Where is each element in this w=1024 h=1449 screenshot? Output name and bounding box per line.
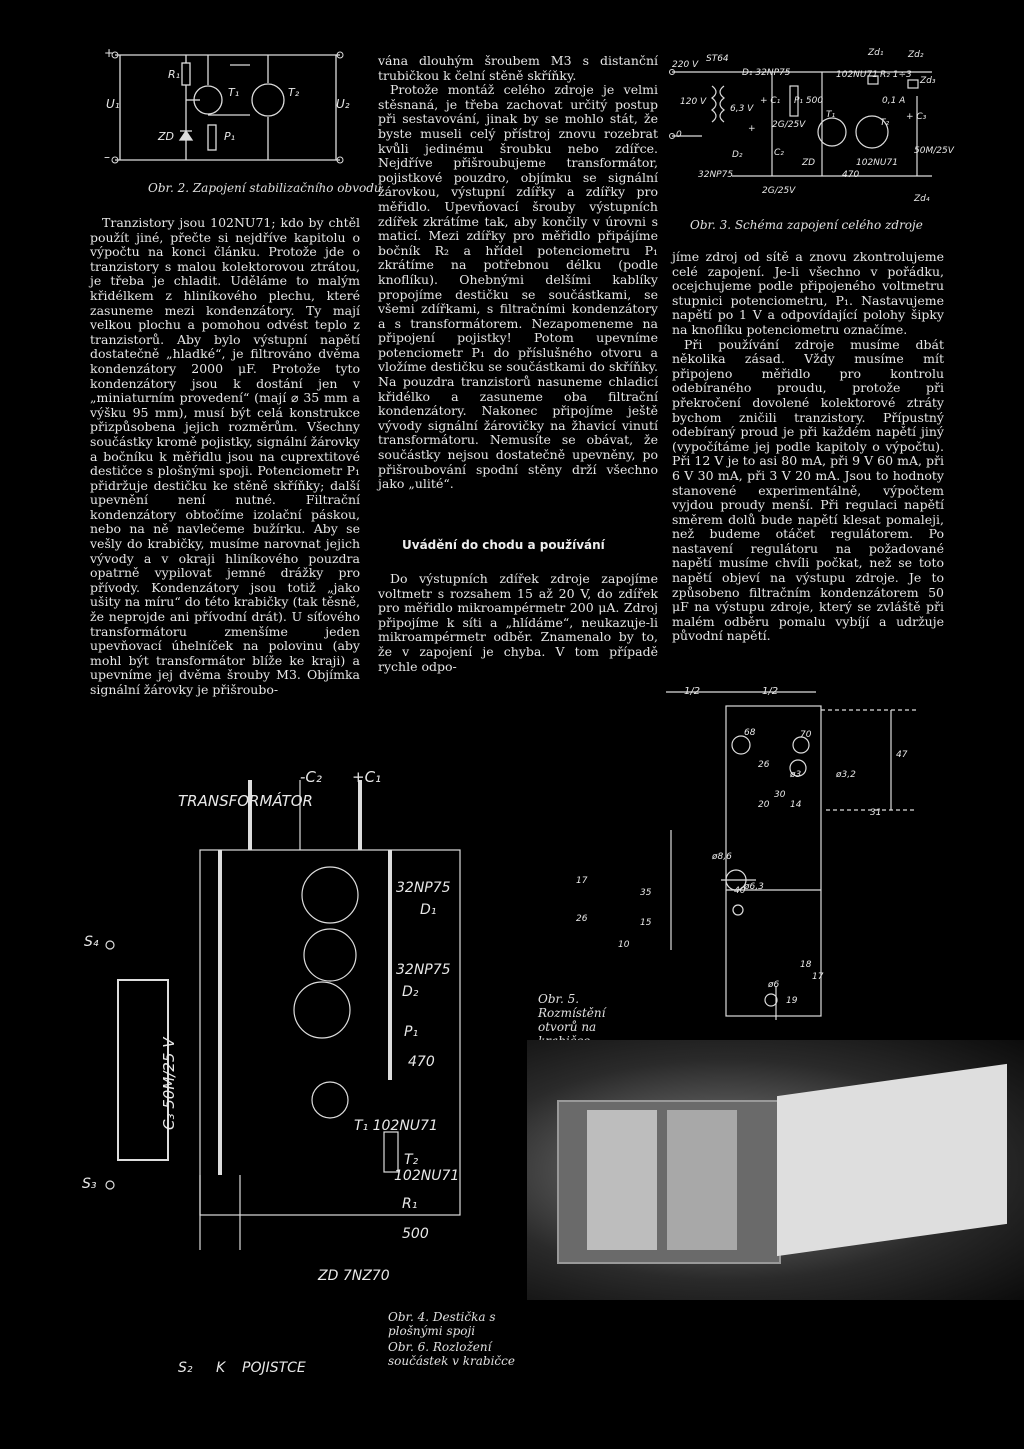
fig3-220v-label: 220 V [672, 60, 699, 70]
fig4-c1-plus-label: +C₁ [352, 768, 382, 786]
fig4-caption: Obr. 4. Destička s plošnými spoji [388, 1310, 496, 1338]
fig3-zd4-label: Zd₄ [914, 194, 930, 204]
fig4-c2-minus-label: -C₂ [300, 768, 322, 786]
fig5-drawing [626, 690, 926, 1030]
column-2-paragraph-3: Do výstupních zdířek zdroje zapojíme voltmetr s rozsahem 15 až 20 V, do zdířek pro měřidlo mikroampérmetr 200 μA. Zdroj připojíme k síti a „hlídáme“, neukazuje-li mikroampérmetr odběr. Znamenalo by to, že v zapojení je chyba. V tom případě rychle odpo- [378, 571, 658, 674]
fig3-zero-label: 0 [676, 130, 682, 140]
fig5-dim-17b: 17 [812, 972, 824, 982]
column-3 [672, 250, 944, 644]
fig5-dim-17a: 17 [576, 876, 588, 886]
fig2-p1-label: P₁ [224, 130, 236, 143]
column-2-lower [378, 572, 658, 674]
fig3-c2-value: 2G/25V [762, 186, 796, 196]
fig5-dim-70: 70 [800, 730, 812, 740]
fig2-zd-label: ZD [158, 130, 175, 143]
fig5-dim-26b: 26 [576, 914, 588, 924]
fig2-u1-label: U₁ [106, 97, 120, 111]
fig5-caption: Obr. 5. Rozmístění otvorů na [538, 992, 606, 1034]
fig3-st64-label: ST64 [706, 54, 729, 64]
fig4-t1-label: T₁ 102NU71 [354, 1118, 438, 1134]
column-1-paragraph: Tranzistory jsou 102NU71; kdo by chtěl použít jiné, přečte si nejdříve kapitolu o výpočtu na konci článku. Protože jde o tranzistory s malou kolektorovou ztrátou, je třeba je chladit. Uděláme to malým křidélkem z hliníkového plechu, které zasuneme mezi kondenzátory. Ty mají velkou plochu a pomohou odvést teplo z tranzistorů. Aby bylo výstupní napětí dostatečně „hladké“, je filtrováno dvěma kondenzátory 2000 μF. Protože tyto kondenzátory jsou k dostání jen v „miniaturním provedení“ (mají ⌀ 35 mm a výšku 95 mm), musí být celá konstrukce přizpůsobena jejich rozměrům. Všechny součástky kromě pojistky, signální žárovky a bočníku k měřidlu jsou na cuprextitové destičce s plošnými spoji. Potenciometr P₁ přidržuje destičku ke stěně skříňky; další upevnění není nutné. Filtrační kondenzátory obtočíme izolační páskou, nebo na ně navlečeme bužírku. Aby se vešly do krabičky, musíme narovnat jejich vývody a v okraji hliníkového pouzdra opatrně vypilovat jemné drážky pro přívody. Kondenzátory jsou totiž „jako ušity na míru“ do této krabičky (tak těsně, že neprojde ani přívodní drát). U síťového transformátoru zmenšíme jeden upevňovací úhelníček na polovinu (aby mohl být transformátor blíže ke kraji) a upevníme jej dvěma šrouby M3. Objímka signální žárovky je přišroubo- [90, 215, 360, 697]
column-2-paragraph-2: Protože montáž celého zdroje je velmi stěsnaná, je třeba zachovat určitý postup při sestavování, jinak by se mohlo stát, že byste museli celý přístroj znovu rozebrat kvůli jedinému šroubku nebo zdířce. Nejdříve přišroubujeme transformátor, pojistkové pouzdro, objímku se signální žárovkou, výstupní zdířky a zdířky pro měřidlo. Upevňovací šrouby výstupních zdířek zkrátíme tak, aby končily v úrovni s maticí. Mezi zdířky pro měřidlo připájíme bočník R₂ a hřídel potenciometru P₁ zkrátíme na potřebnou délku (podle knoflíku). Ohebnými delšími kablíky propojíme destičku se součástkami, se všemi zdířkami, s filtračními kondenzátory a s transformátorem. Nezapomeneme na připojení pojistky! Potom upevníme potenciometr P₁ do příslušného otvoru a vložíme destičku se součástkami do skříňky. Na pouzdra tranzistorů nasuneme chladicí křidélko a zasuneme oba filtrační kondenzátory. Nakonec připojíme ještě vývody signální žárovičky na žhavicí vinutí transformátoru. Nemusíte se obávat, že součástky nejsou dostatečně upevněny, po přišroubování spodní stěny drží všechno jako „ulité“. [378, 82, 658, 492]
fig4-500-label: 500 [402, 1226, 429, 1242]
fig2-plus-label: + [104, 46, 115, 60]
fig6-caption: Obr. 6. Rozložení součástek v krabičce [388, 1340, 515, 1368]
fig3-t1-label: T₁ [826, 110, 836, 120]
fig5-dim-hole-3: ø3 [790, 770, 802, 780]
fig3-d1-label: D₁ 32NP75 [742, 68, 791, 78]
fig3-fuse-label: 0,1 A [882, 96, 906, 106]
column-1 [90, 216, 360, 698]
fig5-dim-hole-63: ø6,3 [744, 882, 764, 892]
fig4-470-label: 470 [408, 1054, 435, 1070]
fig3-c1-value: 2G/25V [772, 120, 806, 130]
fig4-t2-label: T₂ [404, 1152, 419, 1168]
fig3-c2-label: C₂ [774, 148, 784, 158]
fig4-p1-label: P₁ [404, 1024, 419, 1040]
fig3-zd3-label: Zd₃ [920, 76, 936, 86]
column-3-paragraph-1: jíme zdroj od sítě a znovu zkontrolujeme celé zapojení. Je-li všechno v pořádku, ocejchujeme podle připojeného voltmetru stupnici potenciometru, P₁. Nastavujeme napětí po 1 V a odpovídající polohy šipky na knoflíku potenciometru označíme. [672, 249, 944, 337]
fig3-zd2-label: Zd₂ [908, 50, 924, 60]
column-3-paragraph-2: Při používání zdroje musíme dbát několika zásad. Vždy musíme mít připojeno měřidlo pro kontrolu odebíraného proudu, protože při překročení dovolené kolektorové ztráty bychom zničili tranzistory. Přípustný odebíraný proud je při každém napětí jiný (vypočítáme jej podle kapitoly o výpočtu). Při 12 V je to asi 80 mA, při 9 V 60 mA, při 6 V 30 mA, při 3 V 20 mA. Jsou to hodnoty stanovené experimentálně, výpočtem vyjdou proudy menší. Při regulaci napětí směrem dolů bude napětí klesat pomaleji, než budeme otáčet regulátorem. Po nastavení regulátoru na požadované napětí musíme chvíli počkat, než se toto napětí objeví na výstupu zdroje. Je to způsobeno filtračním kondenzátorem 50 μF na výstupu zdroje, který se zvláště při malém odběru pomalu vybíjí a udržuje původní napětí. [672, 336, 944, 644]
fig5-dim-hole-86: ø8,6 [712, 852, 732, 862]
fig5-dim-40: 40 [734, 886, 746, 896]
fig4-s3-label: S₃ [82, 1176, 97, 1192]
fig2-t1-label: T₁ [228, 86, 240, 99]
fig5-dim-hole-32: ø3,2 [836, 770, 856, 780]
fig5-dim-19: 19 [786, 996, 798, 1006]
column-2-paragraph-1: vána dlouhým šroubem M3 s distanční trubičkou k čelní stěně skříňky. [378, 53, 658, 83]
fig3-t2-type: 102NU71 [856, 158, 898, 168]
fig2-r1-label: R₁ [168, 68, 181, 81]
fig2-caption: Obr. 2. Zapojení stabilizačního obvodu [148, 181, 382, 195]
fig5-dim-68: 68 [744, 728, 756, 738]
fig3-c1-label: + C₁ [760, 96, 781, 106]
fig4-c3-label: C₃ 50M/25 V [160, 1037, 178, 1130]
section-heading: Uvádění do chodu a používání [402, 538, 605, 552]
fig3-t1-type: 102NU71 [836, 70, 878, 80]
fig4-d2-label: D₂ [402, 984, 419, 1000]
fig5-dim-hole-6: ø6 [768, 980, 780, 990]
fig3-c3-value: 50M/25V [914, 146, 954, 156]
fig4-d1-type: 32NP75 [396, 880, 451, 896]
fig3-63v-label: 6,3 V [730, 104, 754, 114]
column-2 [378, 54, 658, 492]
fig2-u2-label: U₂ [336, 97, 350, 111]
fig4-d1-label: D₁ [420, 902, 437, 918]
capacitor-left [587, 1110, 657, 1250]
fig6-photo [527, 1040, 1024, 1300]
fig5-dim-30: 30 [774, 790, 786, 800]
fig3-t2-label: T₂ [880, 118, 890, 128]
fig2-minus-label: – [104, 150, 110, 164]
fig4-d2-type: 32NP75 [396, 962, 451, 978]
fig3-d2-type: 32NP75 [698, 170, 734, 180]
fig3-470-label: 470 [842, 170, 860, 180]
fig4-t2-type: 102NU71 [394, 1168, 460, 1184]
fig5-dim-14: 14 [790, 800, 802, 810]
cover-plate [777, 1064, 1007, 1256]
fig4-fuse-label: POJISTCE [242, 1360, 306, 1376]
fig4-s2-label: S₂ [178, 1360, 193, 1376]
fig5-dim-15: 15 [640, 918, 652, 928]
fig5-dim-26a: 26 [758, 760, 770, 770]
fig5-dim-half-1: 1/2 [684, 686, 701, 697]
fig3-c3-label: + C₃ [906, 112, 927, 122]
fig5-dim-31: 31 [870, 808, 882, 818]
fig3-caption: Obr. 3. Schéma zapojení celého zdroje [690, 218, 923, 232]
fig5-dim-35: 35 [640, 888, 652, 898]
fig3-r2-label: R₂ 1÷3 [880, 70, 912, 80]
fig4-k-label: K [216, 1360, 226, 1376]
fig5-dim-20: 20 [758, 800, 770, 810]
fig2-t2-label: T₂ [288, 86, 300, 99]
fig3-plus-label: + [748, 124, 756, 134]
fig4-r1-label: R₁ [402, 1196, 418, 1212]
fig4-s4-label: S₄ [84, 934, 99, 950]
fig4-zd-label: ZD 7NZ70 [318, 1268, 390, 1284]
fig5-dim-10: 10 [618, 940, 630, 950]
fig2-schematic [100, 45, 360, 165]
fig4-transformer-label: TRANSFORMÁTOR [178, 792, 313, 810]
fig5-dim-18: 18 [800, 960, 812, 970]
capacitor-right [667, 1110, 737, 1250]
fig3-d2-label: D₂ [732, 150, 743, 160]
fig3-zd1-label: Zd₁ [868, 48, 884, 58]
fig3-p1-label: P₁ 500 [794, 96, 824, 106]
fig5-dim-47: 47 [896, 750, 908, 760]
fig5-dim-half-2: 1/2 [762, 686, 779, 697]
fig3-120v-label: 120 V [680, 97, 707, 107]
fig3-zd-label: ZD [802, 158, 816, 168]
